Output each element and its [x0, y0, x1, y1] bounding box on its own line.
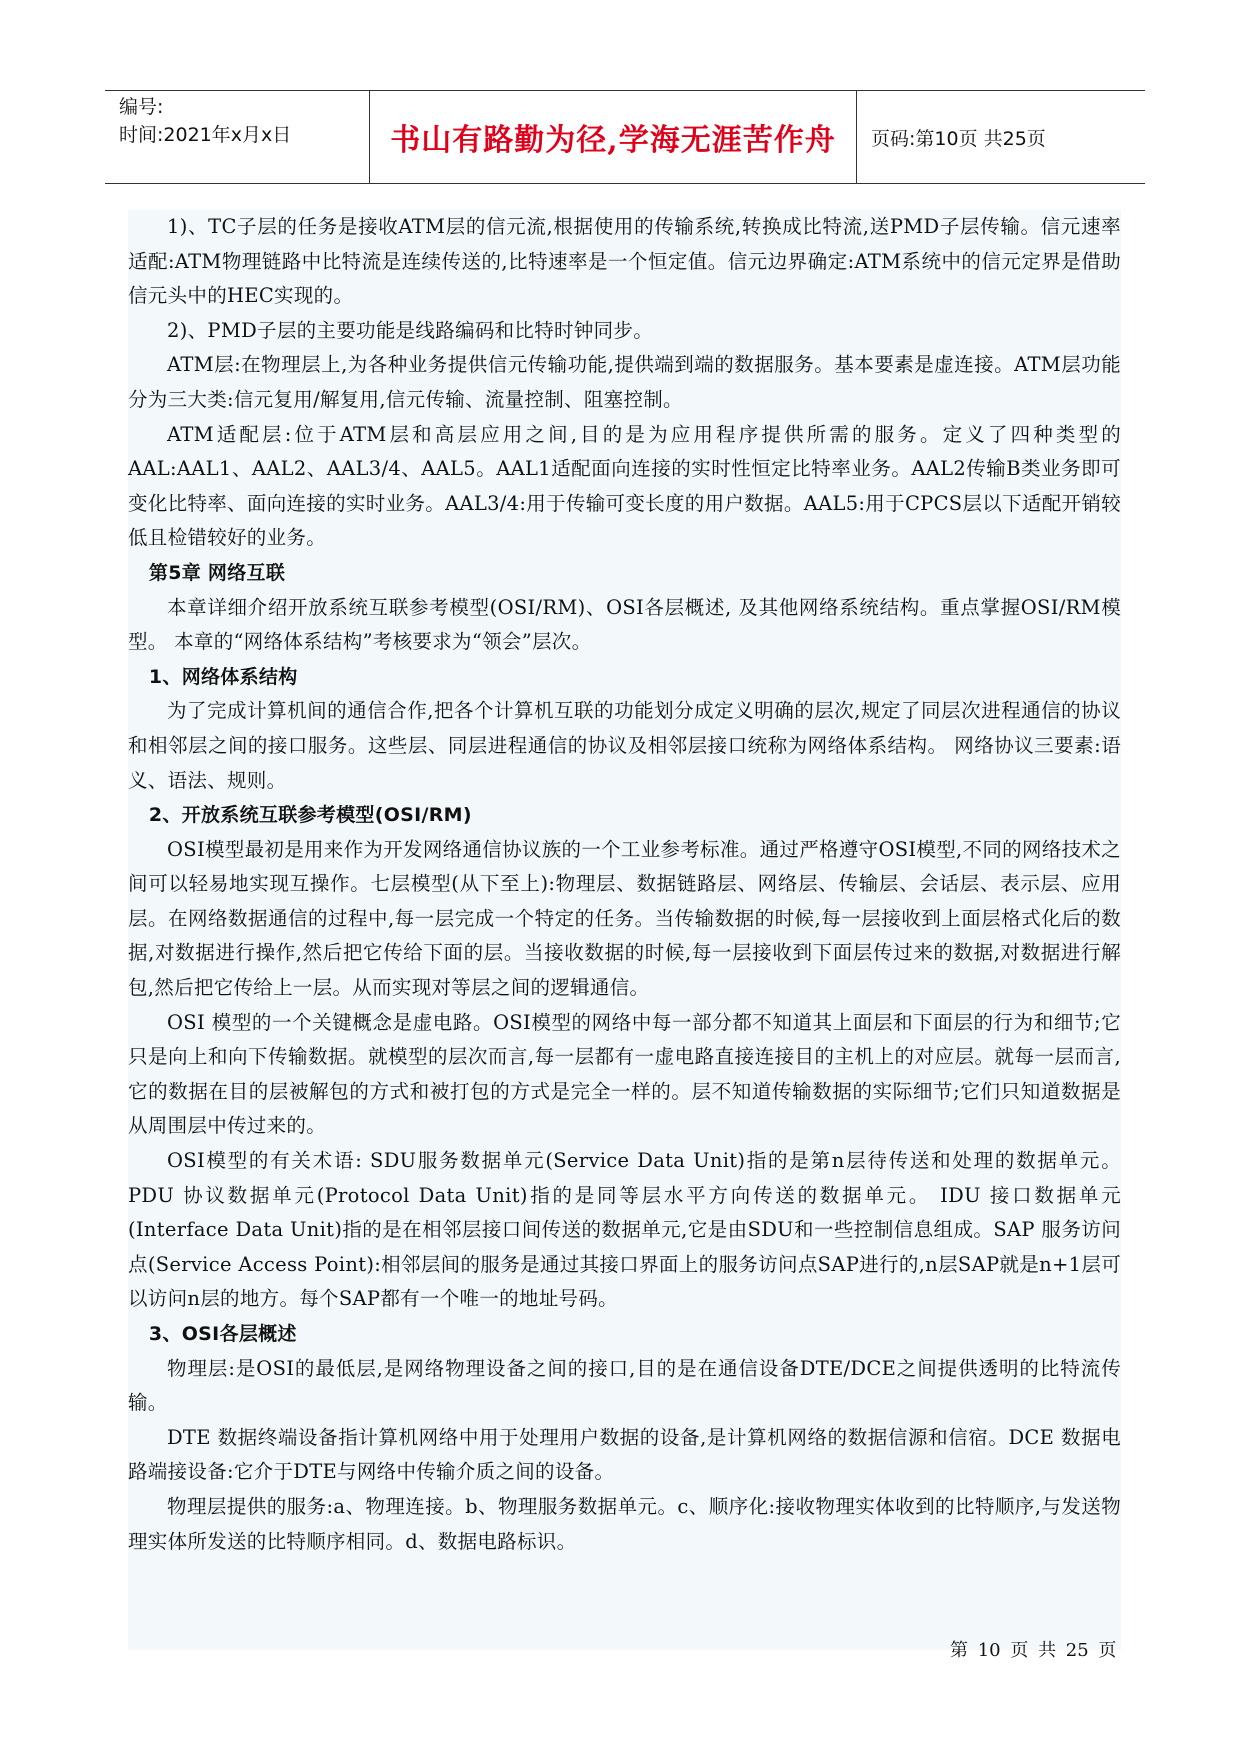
header-meta: [105, 91, 370, 183]
page-header: [105, 90, 1145, 184]
paragraph: OSI 模型的一个关键概念是虚电路。OSI模型的网络中每一部分都不知道其上面层和下面层的行为和细节;它只是向上和向下传输数据。就模型的层次而言,每一层都有一虚电路直接连接目的主机上的对应层。就每一层而言,它的数据在目的层被解包的方式和被打包的方式是完全一样的。层不知道传输数据的实际细节;它们只知道数据是从周围层中传过来的。: [128, 1010, 1121, 1138]
document-number-label: 编号:: [119, 96, 164, 118]
paragraph: 本章详细介绍开放系统互联参考模型(OSI/RM)、OSI各层概述, 及其他网络系统结构。重点掌握OSI/RM模型。 本章的“网络体系结构”考核要求为“领会”层次。: [128, 595, 1121, 654]
paragraph: 1)、TC子层的任务是接收ATM层的信元流,根据使用的传输系统,转换成比特流,送PMD子层传输。信元速率适配:ATM物理链路中比特流是连续传送的,比特速率是一个恒定值。信元边界确定:ATM系统中的信元定界是借助信元头中的HEC实现的。: [128, 215, 1121, 308]
paragraph: 2)、PMD子层的主要功能是线路编码和比特时钟同步。: [167, 318, 654, 342]
paragraph: ATM层:在物理层上,为各种业务提供信元传输功能,提供端到端的数据服务。基本要素是虚连接。ATM层功能分为三大类:信元复用/解复用,信元传输、流量控制、阻塞控制。: [128, 353, 1121, 411]
paragraph: 物理层提供的服务:a、物理连接。b、物理服务数据单元。c、顺序化:接收物理实体收到的比特顺序,与发送物理实体所发送的比特顺序相同。d、数据电路标识。: [128, 1494, 1121, 1553]
page-footer: 第 10 页 共 25 页: [950, 1640, 1117, 1661]
paragraph: OSI模型最初是用来作为开发网络通信协议族的一个工业参考标准。通过严格遵守OSI模型,不同的网络技术之间可以轻易地实现互操作。七层模型(从下至上):物理层、数据链路层、网络层、传输层、会话层、表示层、应用层。在网络数据通信的过程中,每一层完成一个特定的任务。当传输数据的时候,每一层接收到上面层格式化后的数据,对数据进行操作,然后把它传给下面的层。当接收数据的时候,每一层接收到下面层传过来的数据,对数据进行解包,然后把它传给上一层。从而实现对等层之间的逻辑通信。: [128, 837, 1121, 1000]
document-body: [128, 210, 1121, 1650]
chapter-heading: 第5章 网络互联: [148, 561, 286, 584]
header-page-label: 页码:第10页 共25页: [871, 127, 1046, 150]
paragraph: 物理层:是OSI的最低层,是网络物理设备之间的接口,目的是在通信设备DTE/DCE之间提供透明的比特流传输。: [128, 1356, 1121, 1415]
header-motto: 书山有路勤为径,学海无涯苦作舟: [370, 91, 857, 183]
section-heading: 2、开放系统互联参考模型(OSI/RM): [148, 804, 472, 827]
section-heading: 3、OSI各层概述: [148, 1323, 297, 1345]
paragraph: OSI模型的有关术语: SDU服务数据单元(Service Data Unit)指的是第n层待传送和处理的数据单元。 PDU 协议数据单元(Protocol Data Unit)指的是同等层水平方向传送的数据单元。 IDU 接口数据单元(Interface Data Unit)指的是在相邻层接口间传送的数据单元,它是由SDU和一些控制信息组成。SAP 服务访问点(Service Access Point):相邻层间的服务是通过其接口界面上的服务访问点SAP进行的,n层SAP就是n+1层可以访问n层的地方。每个SAP都有一个唯一的地址号码。: [128, 1149, 1121, 1311]
paragraph: 为了完成计算机间的通信合作,把各个计算机互联的功能划分成定义明确的层次,规定了同层次进程通信的协议和相邻层之间的接口服务。这些层、同层进程通信的协议及相邻层接口统称为网络体系结构。 网络协议三要素:语义、语法、规则。: [128, 699, 1121, 792]
section-heading: 1、网络体系结构: [148, 665, 298, 688]
paragraph: DTE 数据终端设备指计算机网络中用于处理用户数据的设备,是计算机网络的数据信源和信宿。DCE 数据电路端接设备:它介于DTE与网络中传输介质之间的设备。: [128, 1425, 1121, 1484]
paragraph: ATM适配层:位于ATM层和高层应用之间,目的是为应用程序提供所需的服务。定义了四种类型的AAL:AAL1、AAL2、AAL3/4、AAL5。AAL1适配面向连接的实时性恒定比特率业务。AAL2传输B类业务即可变化比特率、面向连接的实时业务。AAL3/4:用于传输可变长度的用户数据。AAL5:用于CPCS层以下适配开销较低且检错较好的业务。: [128, 422, 1121, 550]
document-time-label: 时间:2021年x月x日: [119, 124, 292, 146]
